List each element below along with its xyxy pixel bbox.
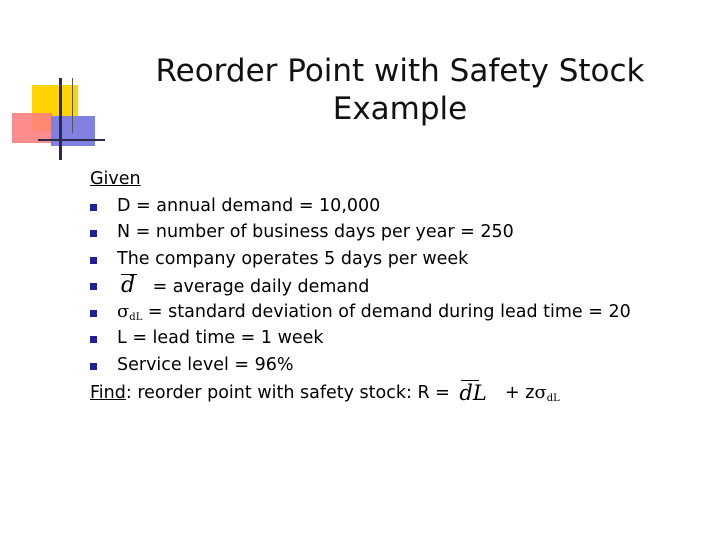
bullet-item-business-days [90, 219, 710, 246]
bullet-item-lead-time [90, 325, 710, 352]
bullet-item-service-level [90, 352, 710, 379]
bullet-text: The company operates 5 days per week [117, 248, 469, 269]
bullet-icon [90, 257, 97, 264]
dl-char: dL [459, 381, 487, 405]
thin-vertical-line-decoration [72, 78, 73, 133]
bullet-icon [90, 363, 97, 370]
sigma-symbol: σ [117, 300, 130, 322]
bullet-icon [90, 310, 97, 317]
bullet-icon [90, 336, 97, 343]
blue-square-decoration [51, 116, 95, 146]
bullet-item-average-daily-demand [90, 272, 710, 299]
bullet-item-annual-demand [90, 193, 710, 220]
sigma-subscript: dL [129, 311, 143, 323]
slide-body [90, 166, 710, 405]
bullet-text: Service level = 96% [117, 354, 294, 375]
sigma-subscript: dL [546, 393, 560, 404]
given-label: Given [90, 169, 141, 189]
bullet-text: = standard deviation of demand during lead time = 20 [147, 301, 631, 322]
bullet-text: = average daily demand [152, 277, 370, 297]
find-label: Find [90, 383, 126, 403]
d-char: d [121, 273, 136, 298]
corner-decoration [0, 0, 110, 170]
z-symbol: z [525, 383, 535, 403]
bullet-item-std-deviation [90, 299, 710, 326]
plus-sign: + [505, 383, 520, 403]
bullet-text: D = annual demand = 10,000 [117, 195, 381, 216]
d-bar-symbol [117, 272, 147, 298]
bullet-text: L = lead time = 1 week [117, 328, 324, 348]
vertical-line-decoration [59, 78, 62, 160]
find-text: : reorder point with safety stock: R = [125, 383, 450, 403]
bullet-text: N = number of business days per year = 250 [117, 222, 514, 242]
bullet-item-operating-days [90, 246, 710, 273]
sigma-symbol: σ [534, 382, 547, 403]
bullet-icon [90, 230, 97, 237]
bullet-icon [90, 204, 97, 211]
slide-title: Reorder Point with Safety Stock Example [155, 53, 645, 127]
find-line [90, 378, 710, 405]
horizontal-line-decoration [38, 139, 105, 141]
dl-bar-symbol [455, 378, 499, 404]
given-heading [90, 166, 710, 193]
bullet-icon [90, 283, 97, 290]
